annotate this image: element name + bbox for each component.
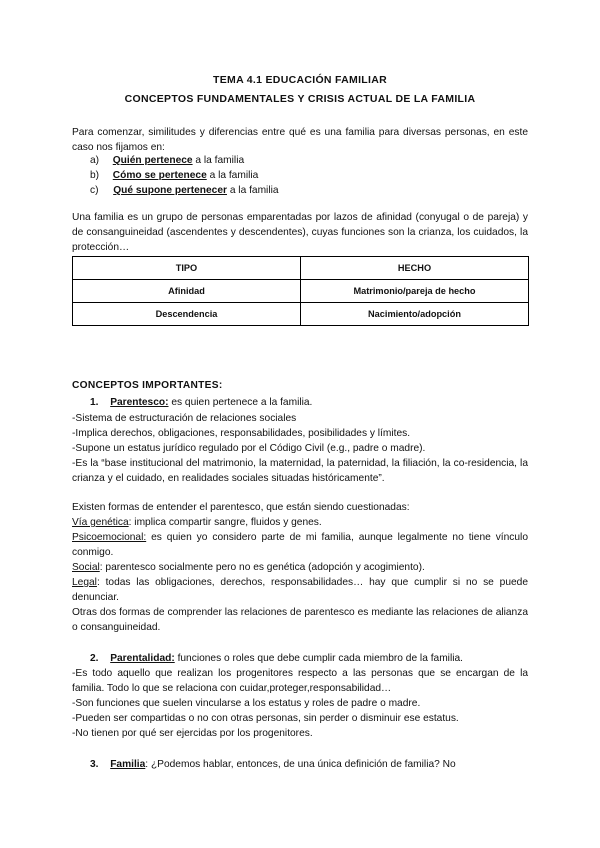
list-item: -Supone un estatus jurídico regulado por el Código Civil (e.g., padre o madre).	[72, 443, 426, 454]
list-text: a la familia	[226, 185, 279, 196]
list-item: -Es la “base institucional del matrimonio, la maternidad, la paternidad, la filiación, la co-residencia, la crianza y el cuidado, en realidades sociales situadas históricamente”.	[72, 458, 528, 484]
list-item	[72, 575, 528, 605]
table-header-row	[73, 257, 529, 280]
list-item	[72, 530, 528, 560]
list-marker: a)	[90, 155, 100, 166]
form-term: Legal	[72, 577, 97, 588]
table-cell: Afinidad	[73, 280, 301, 303]
family-definition: Una familia es un grupo de personas emparentadas por lazos de afinidad (conyugal o de pareja) y de consanguineidad (ascendentes y descendentes), cuyas funciones son la crianza, los cuidados, la protección…	[72, 212, 528, 253]
document-subtitle: CONCEPTOS FUNDAMENTALES Y CRISIS ACTUAL DE LA FAMILIA	[124, 93, 476, 105]
list-item	[72, 560, 528, 575]
table-cell: Nacimiento/adopción	[301, 303, 529, 326]
list-marker: c)	[90, 185, 99, 196]
list-item	[90, 183, 279, 198]
form-term: Psicoemocional:	[72, 532, 147, 543]
document-title: TEMA 4.1 EDUCACIÓN FAMILIAR	[213, 74, 387, 86]
list-term: Qué supone pertenecer	[113, 185, 227, 196]
list-item	[90, 168, 258, 183]
section-term: Parentesco:	[110, 397, 169, 408]
list-item	[90, 153, 244, 168]
section-text: : ¿Podemos hablar, entonces, de una única definición de familia? No	[145, 759, 456, 770]
intro-paragraph: Para comenzar, similitudes y diferencias entre qué es una familia para diversas personas, en este caso nos fijamos en:	[72, 127, 528, 153]
list-text: a la familia	[206, 170, 259, 181]
table-header-cell: TIPO	[73, 257, 301, 280]
section-number: 1.	[90, 397, 99, 408]
section-heading: CONCEPTOS IMPORTANTES:	[72, 380, 223, 391]
list-term: Quién pertenece	[112, 155, 193, 166]
list-marker: b)	[90, 170, 100, 181]
section-number: 2.	[90, 653, 99, 664]
table-row	[73, 303, 529, 326]
kinship-table	[72, 256, 529, 326]
section-text: es quien pertenece a la familia.	[168, 397, 313, 408]
form-text: : parentesco socialmente pero no es genética (adopción y acogimiento).	[99, 562, 425, 573]
list-item: -Es todo aquello que realizan los progenitores respecto a las personas que se encargan de la familia. Todo lo que se relaciona con cuidar,proteger,responsabilidad…	[72, 668, 528, 694]
table-cell: Matrimonio/pareja de hecho	[301, 280, 529, 303]
table-row	[73, 280, 529, 303]
list-item: -Sistema de estructuración de relaciones sociales	[72, 413, 297, 424]
section-term: Familia	[110, 759, 146, 770]
form-text: es quien yo considero parte de mi familia, aunque legalmente no tiene vínculo conmigo.	[72, 532, 528, 558]
list-item: -Implica derechos, obligaciones, responsabilidades, posibilidades y límites.	[72, 428, 411, 439]
table-cell: Descendencia	[73, 303, 301, 326]
section-title-familia	[90, 757, 456, 772]
section-term: Parentalidad:	[110, 653, 175, 664]
form-term: Vía genética	[72, 517, 129, 528]
closing-paragraph: Otras dos formas de comprender las relaciones de parentesco es mediante las relaciones de alianza o consanguineidad.	[72, 607, 528, 633]
list-term: Cómo se pertenece	[112, 170, 207, 181]
list-item: -Son funciones que suelen vincularse a los estatus y roles de padre o madre.	[72, 698, 421, 709]
list-item: -No tienen por qué ser ejercidas por los progenitores.	[72, 728, 313, 739]
form-text: : todas las obligaciones, derechos, responsabilidades… hay que cumplir si no se puede denunciar.	[72, 577, 528, 603]
section-text: funciones o roles que debe cumplir cada miembro de la familia.	[174, 653, 463, 664]
section-number: 3.	[90, 759, 99, 770]
section-title-parentesco	[90, 395, 312, 410]
list-item	[72, 515, 528, 530]
form-term: Social	[72, 562, 100, 573]
list-text: a la familia	[192, 155, 245, 166]
section-title-parentalidad	[90, 651, 463, 666]
form-text: : implica compartir sangre, fluidos y genes.	[128, 517, 322, 528]
forms-intro: Existen formas de entender el parentesco, que están siendo cuestionadas:	[72, 502, 410, 513]
table-header-cell: HECHO	[301, 257, 529, 280]
list-item: -Pueden ser compartidas o no con otras personas, sin perder o disminuir ese estatus.	[72, 713, 459, 724]
